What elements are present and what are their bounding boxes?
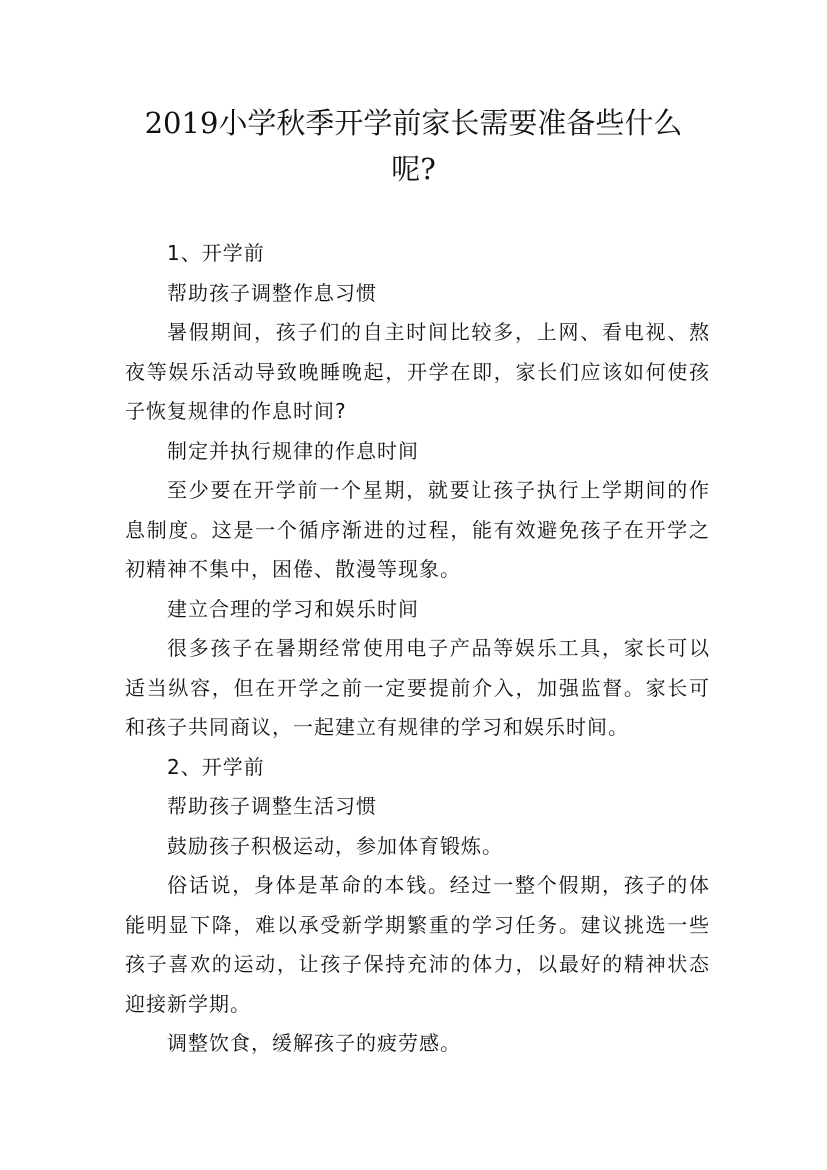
section-heading-1: 1、开学前: [167, 241, 265, 265]
subheading-routine: 帮助孩子调整作息习惯: [167, 280, 377, 305]
paragraph-diet: 调整饮食，缓解孩子的疲劳感。: [167, 1031, 461, 1055]
paragraph-study-play: 很多孩子在暑期经常使用电子产品等娱乐工具，家长可以适当纵容，但在开学之前一定要提前介入，加强监督。家长可和孩子共同商议，一起建立有规律的学习和娱乐时间。: [125, 636, 710, 739]
paragraph-summer-habits: 暑假期间，孩子们的自主时间比较多，上网、看电视、熬夜等娱乐活动导致晚睡晚起，开学在即，家长们应该如何使孩子恢复规律的作息时间?: [125, 320, 710, 423]
section-heading-2: 2、开学前: [167, 754, 265, 779]
paragraph-exercise: 鼓励孩子积极运动，参加体育锻炼。: [167, 833, 503, 858]
paragraph-health: 俗话说，身体是革命的本钱。经过一整个假期，孩子的体能明显下降，难以承受新学期繁重的学习任务。建议挑选一些孩子喜欢的运动，让孩子保持充沛的体力，以最好的精神状态迎接新学期。: [125, 873, 710, 1016]
title-line-1: 2019小学秋季开学前家长需要准备些什么: [144, 106, 683, 140]
document-body: [125, 234, 710, 1064]
subheading-schedule: 制定并执行规律的作息时间: [167, 438, 419, 463]
subheading-study-play: 建立合理的学习和娱乐时间: [167, 596, 419, 621]
paragraph-schedule: 至少要在开学前一个星期，就要让孩子执行上学期间的作息制度。这是一个循序渐进的过程，能有效避免孩子在开学之初精神不集中，困倦、散漫等现象。: [125, 478, 710, 581]
document-title: [100, 100, 727, 192]
title-line-2: 呢?: [391, 152, 436, 186]
subheading-life-habits: 帮助孩子调整生活习惯: [167, 794, 377, 818]
